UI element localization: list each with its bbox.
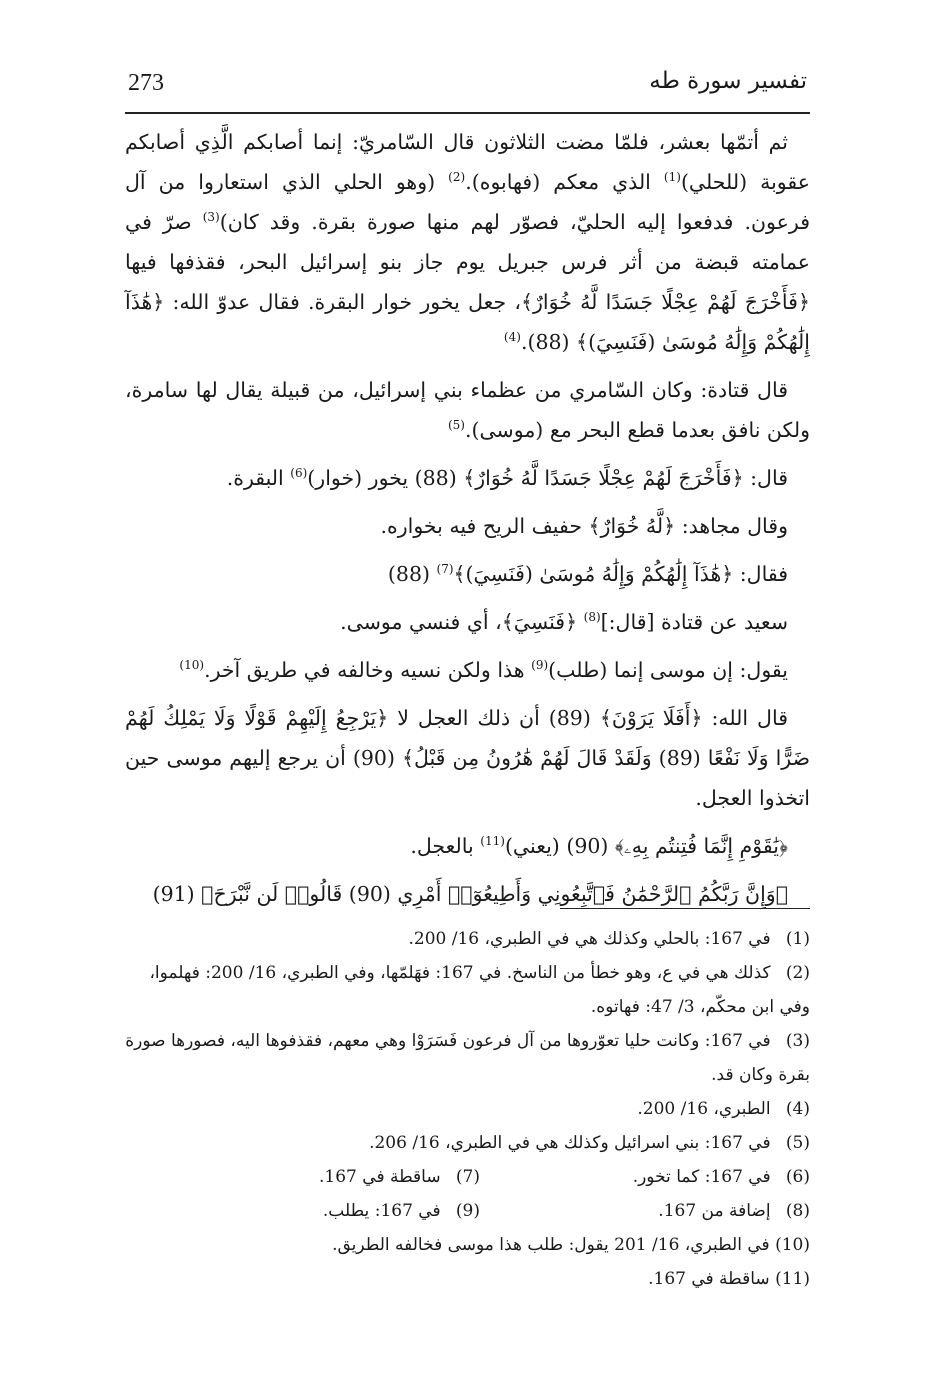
page-number: 273 xyxy=(128,70,164,96)
footnote-10: (10) في الطبري، 16/ 201 يقول: طلب هذا موسى فخالفه الطريق. xyxy=(332,1235,810,1255)
footnote-row-8-9 xyxy=(125,1194,810,1228)
footnote-7: (7) ساقطة في 167. xyxy=(319,1167,480,1187)
footnotes xyxy=(125,922,810,1296)
header-rule xyxy=(125,112,810,114)
footnote-4: (4) الطبري، 16/ 200. xyxy=(637,1099,810,1119)
paragraph-verse-88: قال: ﴿فَأَخْرَجَ لَهُمْ عِجْلًا جَسَدًا لَّهُ خُوَارٌ﴾ (88) يخور (خوار)$^{(6)}$ البقرة. xyxy=(226,466,788,490)
paragraph-verse-91: ﴿وَإِنَّ رَبَّكُمُ ٱلرَّحْمَٰنُ فَٱتَّبِعُونِي وَأَطِيعُوٓا۟ أَمْرِي (90) قَالُوا۟ لَن نَّبْرَحَ﴾ (91) xyxy=(152,882,788,906)
paragraph-this-is-your-god: فقال: ﴿هَٰذَآ إِلَٰهُكُمْ وَإِلَٰهُ مُوسَىٰ (فَنَسِيَ)﴾$^{(7)}$ (88) xyxy=(387,562,788,586)
footnote-11: (11) ساقطة في 167. xyxy=(648,1269,810,1289)
footnote-5: (5) في 167: بني اسرائيل وكذلك هي في الطبري، 16/ 206. xyxy=(369,1133,810,1153)
footnote-6: (6) في 167: كما تخور. xyxy=(632,1167,810,1187)
main-text xyxy=(125,122,810,922)
paragraph-samiri-story: ثم أتمّها بعشر، فلمّا مضت الثلاثون قال السّامريّ: إنما أصابكم الَّذِي أصابكم عقوبة (للحلي)$^{(1)}$ الذي معكم (فهابوه).$^{(2)}$ (وهو الحلي الذي استعاروا من آل فرعون. فدفعوا إليه الحليّ، فصوّر لهم منها صورة بقرة. وقد كان)$^{(3)}$ صرّ في عمامته قبضة من أثر فرس جبريل يوم جاز بنو إسرائيل البحر، فقذفها فيها ﴿فَأَخْرَجَ لَهُمْ عِجْلًا جَسَدًا لَّهُ خُوَارٌ﴾، جعل يخور خوار البقرة. فقال عدوّ الله: ﴿هَٰذَآ إِلَٰهُكُمْ وَإِلَٰهُ مُوسَىٰ (فَنَسِيَ)﴾ (88).$^{(4)}$ xyxy=(125,130,810,354)
footnote-9: (9) في 167: يطلب. xyxy=(322,1201,480,1221)
paragraph-qatada: قال قتادة: وكان السّامري من عظماء بني إسرائيل، من قبيلة يقال لها سامرة، ولكن نافق بعدما قطع البحر مع (موسى).$^{(5)}$ xyxy=(125,378,810,442)
running-title: تفسير سورة طه xyxy=(649,68,807,94)
footnote-8: (8) إضافة من 167. xyxy=(658,1201,810,1221)
footnote-1: (1) في 167: بالحلي وكذلك هي في الطبري، 16/ 200. xyxy=(408,929,810,949)
paragraph-o-my-people: ﴿يَٰقَوْمِ إِنَّمَا فُتِنتُم بِهِۦ﴾ (90) (يعني)$^{(11)}$ بالعجل. xyxy=(410,834,788,858)
paragraph-musa-sought: يقول: إن موسى إنما (طلب)$^{(9)}$ هذا ولكن نسيه وخالفه في طريق آخر.$^{(10)}$ xyxy=(179,658,788,682)
footnote-row-6-7 xyxy=(125,1160,810,1194)
paragraph-mujahid: وقال مجاهد: ﴿لَّهُ خُوَارٌ﴾ حفيف الريح فيه بخواره. xyxy=(380,514,788,538)
footnote-rule xyxy=(560,908,810,909)
paragraph-verse-89-90: قال الله: ﴿أَفَلَا يَرَوْنَ﴾ (89) أن ذلك العجل لا ﴿يَرْجِعُ إِلَيْهِمْ قَوْلًا وَلَا يَمْلِكُ لَهُمْ ضَرًّا وَلَا نَفْعًا (89) وَلَقَدْ قَالَ لَهُمْ هَٰرُونُ مِن قَبْلُ﴾ (90) أن يرجع إليهم موسى حين اتخذوا العجل. xyxy=(125,706,810,810)
footnote-3: (3) في 167: وكانت حليا تعوّروها من آل فرعون فَسَرَوْا وهي معهم، فقذفوها اليه، فصورها صورة بقرة وكان قد. xyxy=(125,1031,810,1085)
page-header xyxy=(128,66,807,106)
paragraph-said-qatada: سعيد عن قتادة [قال:]$^{(8)}$ ﴿فَنَسِيَ﴾، أي فنسي موسى. xyxy=(340,610,788,634)
footnote-2: (2) كذلك هي في ع، وهو خطأ من الناسخ. في 167: فهَلمّها، وفي الطبري، 16/ 200: فهلموا، وفي ابن محكّم، 3/ 47: فهاتوه. xyxy=(149,963,810,1017)
